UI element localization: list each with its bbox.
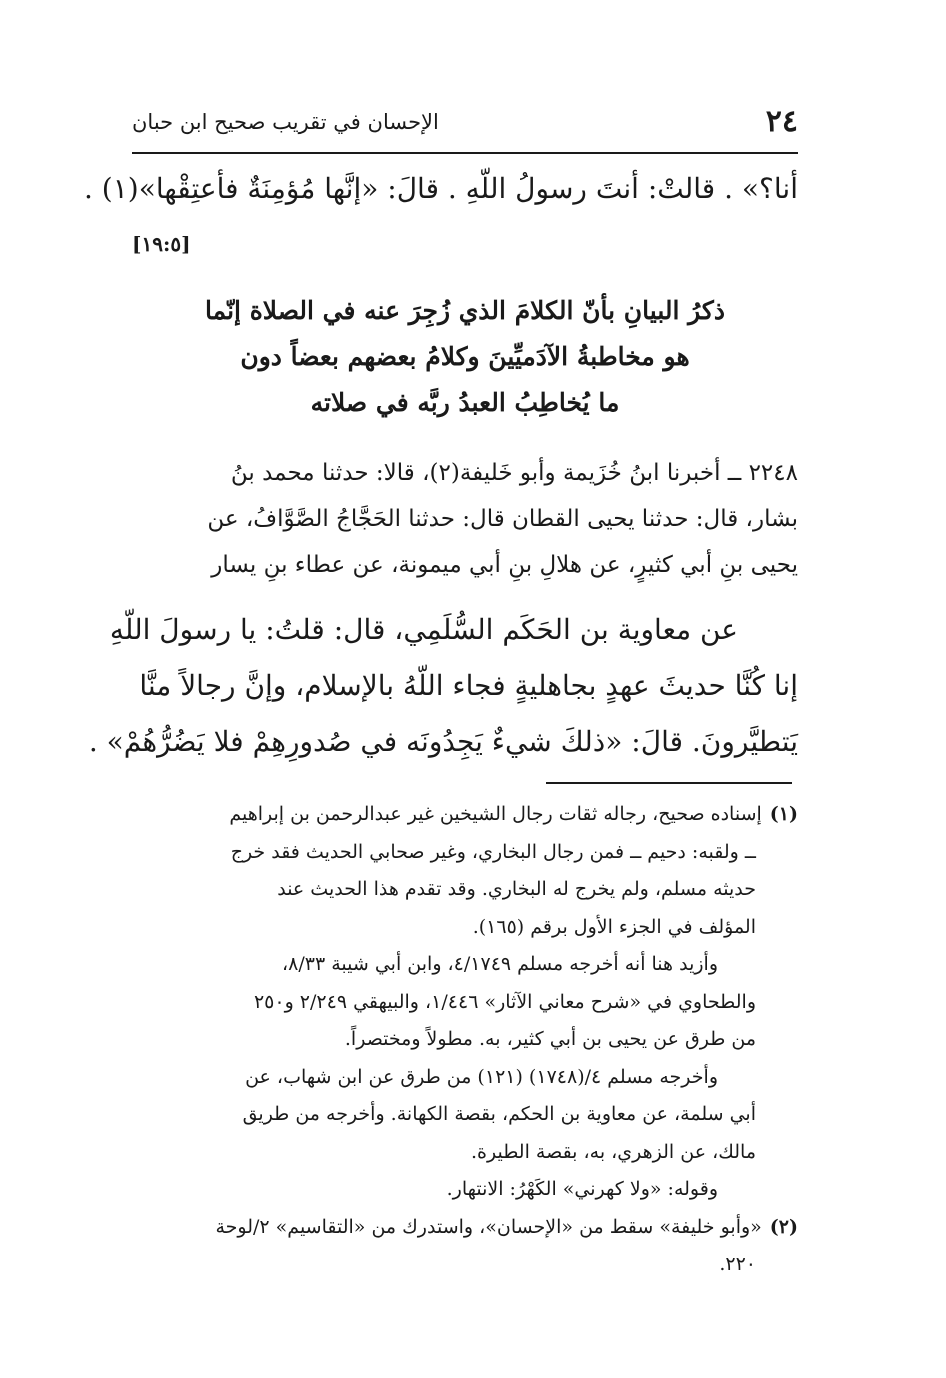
footnote-1-line: حديثه مسلم، ولم يخرج له البخاري. وقد تقدم هذا الحديث عند xyxy=(277,878,756,900)
footnote-1-number: (١) xyxy=(769,803,798,825)
chapter-heading-line: ذكرُ البيانِ بأنّ الكلامَ الذي زُجِرَ عنه في الصلاة إنّما xyxy=(205,296,725,325)
isnad-line: يحيى بنِ أبي كثيرٍ، عن هلالِ بنِ أبي ميمونة، عن عطاء بنِ يسار xyxy=(211,552,798,578)
opening-line: أنا؟» . قالتْ: أنتَ رسولُ اللّهِ . قالَ: «إنَّها مُؤمِنَةٌ فأعتِقْها»(١) . xyxy=(84,172,798,205)
footnote-1-line: والطحاوي في «شرح معاني الآثار» ١/٤٤٦، والبيهقي ٢/٢٤٩ و٢٥٠ xyxy=(253,990,756,1013)
footnote-1-line: وقوله: «ولا كهرني» الكَهْرُ: الانتهار. xyxy=(446,1178,718,1200)
page-header xyxy=(132,104,798,148)
footnote-1-line: من طرق عن يحيى بن أبي كثير، به. مطولاً ومختصراً. xyxy=(344,1028,756,1050)
header-rule xyxy=(132,152,798,154)
isnad-line: ٢٢٤٨ ــ أخبرنا ابنُ خُزَيمة وأبو خَليفة(٢)، قالا: حدثنا محمد بنُ xyxy=(230,460,798,486)
running-title: الإحسان في تقريب صحيح ابن حبان xyxy=(132,110,439,134)
matn-line: إنا كُنَّا حديثَ عهدٍ بجاهليةٍ فجاء اللّهُ بالإسلام، وإنَّ رجالاً منَّا xyxy=(139,669,798,702)
chapter-heading-line: ما يُخاطِبُ العبدُ ربَّه في صلاته xyxy=(310,388,620,417)
footnotes xyxy=(132,796,798,1284)
footnote-1-line: ــ ولقبه: دحيم ــ فمن رجال البخاري، وغير صحابي الحديث فقد خرج xyxy=(230,840,756,863)
footnote-1-line: مالك، عن الزهري، به، بقصة الطيرة. xyxy=(471,1140,756,1163)
isnad-line: بشار، قال: حدثنا يحيى القطان قال: حدثنا الحَجَّاجُ الصَّوَّافُ، عن xyxy=(207,506,798,532)
chapter-heading xyxy=(132,288,798,426)
footnote-1-line: وأزيد هنا أنه أخرجه مسلم ٤/١٧٤٩، وابن أبي شيبة ٨/٣٣، xyxy=(282,953,718,975)
footnote-1-line: وأخرجه مسلم ٤/(١٧٤٨) (١٢١) من طرق عن ابن شهاب، عن xyxy=(245,1065,718,1088)
footnote-2-line: ٢٢٠. xyxy=(719,1253,756,1275)
matn-line: يَتطيَّرونَ. قالَ: «ذلكَ شيءٌ يَجِدُونَه في صُدورِهِمْ فلا يَضُرُّهُمْ» . xyxy=(88,725,798,758)
footnote-1-line: أبي سلمة، عن معاوية بن الحكم، بقصة الكهانة. وأخرجه من طريق xyxy=(242,1103,756,1125)
page-number: ٢٤ xyxy=(765,104,798,139)
footnote-rule xyxy=(546,782,792,784)
footnote-1-line: (١)إسناده صحيح، رجاله ثقات رجال الشيخين غير عبدالرحمن بن إبراهيم xyxy=(229,803,798,825)
matn-block xyxy=(88,602,798,770)
isnad-block xyxy=(132,450,798,588)
chapter-heading-line: هو مخاطبةُ الآدَميِّينَ وكلامُ بعضهم بعضاً دون xyxy=(240,342,690,371)
hadith-reference: [١٩:٥] xyxy=(132,232,191,256)
footnote-1-line: المؤلف في الجزء الأول برقم (١٦٥). xyxy=(472,915,756,938)
footnote-2-line: (٢)«وأبو خليفة» سقط من «الإحسان»، واستدرك من «التقاسيم» ٢/لوحة xyxy=(215,1215,798,1238)
matn-line: عن معاوية بن الحَكَم السُّلَمِي، قال: قلتُ: يا رسولَ اللّهِ xyxy=(109,613,738,646)
footnote-2-number: (٢) xyxy=(769,1215,798,1238)
